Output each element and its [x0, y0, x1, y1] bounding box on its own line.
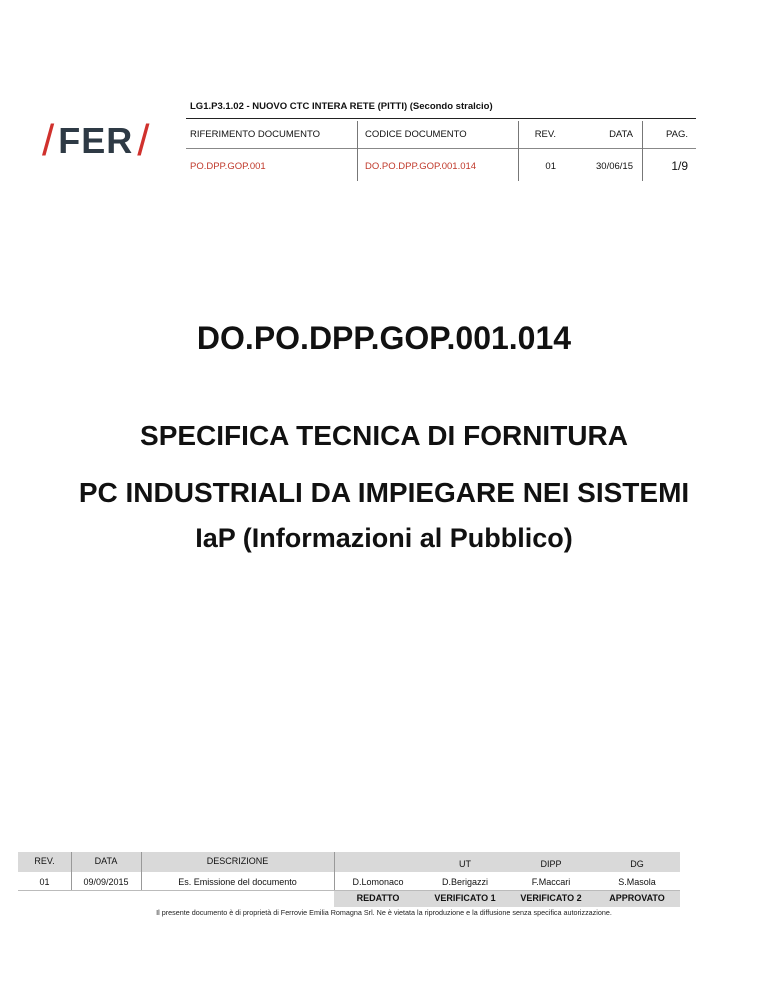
header-rule-mid: [186, 148, 696, 149]
header-sep-2: [518, 121, 519, 181]
rev-header-rev: REV.: [34, 856, 55, 866]
logo-text: FER: [58, 120, 134, 161]
rev-header-ut: UT: [459, 859, 471, 869]
rev-header-data: DATA: [94, 856, 118, 866]
rev-header-descrizione: DESCRIZIONE: [206, 856, 269, 866]
label-riferimento: RIFERIMENTO DOCUMENTO: [190, 129, 321, 140]
rev-row-descrizione: Es. Emissione del documento: [178, 877, 297, 887]
label-data: DATA: [609, 129, 633, 140]
company-logo: [42, 116, 149, 166]
label-verificato1: VERIFICATO 1: [434, 893, 496, 903]
rev-row-redatto-by: D.Lomonaco: [352, 877, 404, 887]
label-pag: PAG.: [666, 129, 688, 140]
label-approvato: APPROVATO: [609, 893, 665, 903]
rev-row-verificato2-by: F.Maccari: [531, 877, 571, 887]
rev-row-approvato-by: S.Masola: [618, 877, 656, 887]
header-rule-top: [186, 118, 696, 119]
label-codice: CODICE DOCUMENTO: [365, 129, 467, 140]
value-pag: 1/9: [671, 159, 688, 173]
logo-slash-left: /: [42, 116, 55, 165]
label-verificato2: VERIFICATO 2: [520, 893, 582, 903]
header-sep-1: [357, 121, 358, 181]
value-data: 30/06/15: [596, 161, 633, 172]
document-title-line1: SPECIFICA TECNICA DI FORNITURA: [140, 420, 628, 451]
label-redatto: REDATTO: [356, 893, 400, 903]
document-code-title: DO.PO.DPP.GOP.001.014: [196, 320, 572, 356]
label-rev: REV.: [534, 129, 556, 140]
rev-row-rule: [18, 890, 680, 891]
rev-row-data: 09/09/2015: [83, 877, 129, 887]
header-sep-3: [642, 121, 643, 181]
rev-header-dipp: DIPP: [540, 859, 562, 869]
value-rev: 01: [545, 161, 556, 172]
footer-disclaimer: Il presente documento è di proprietà di Ferrovie Emilia Romagna Srl. Ne è vietata la riproduzione e la diffusione senza specifica autorizzazione.: [156, 908, 612, 917]
rev-row-rev: 01: [39, 877, 50, 887]
rev-row-verificato1-by: D.Berigazzi: [441, 877, 488, 887]
document-title-line3: IaP (Informazioni al Pubblico): [195, 523, 573, 553]
rev-header-dg: DG: [630, 859, 644, 869]
logo-slash-right: /: [137, 116, 150, 165]
document-title-line2: PC INDUSTRIALI DA IMPIEGARE NEI SISTEMI: [78, 477, 690, 508]
project-title: LG1.P3.1.02 - NUOVO CTC INTERA RETE (PITTI) (Secondo stralcio): [190, 101, 493, 112]
value-codice: DO.PO.DPP.GOP.001.014: [365, 161, 477, 172]
value-riferimento: PO.DPP.GOP.001: [190, 161, 266, 172]
